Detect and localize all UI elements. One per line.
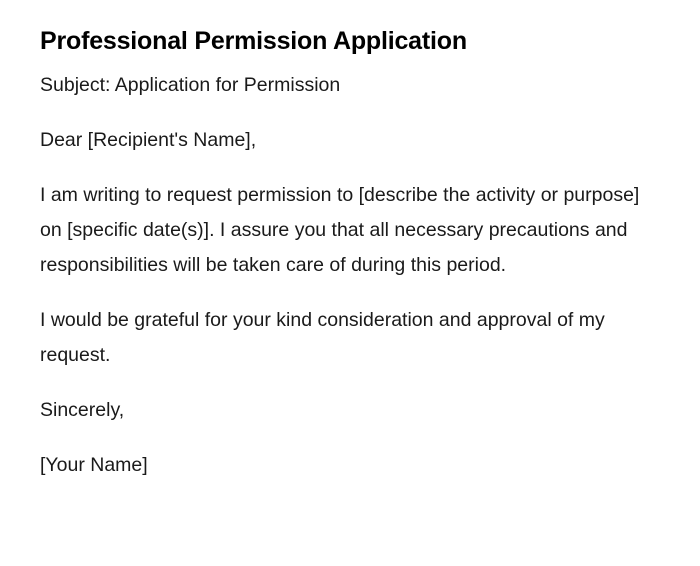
body-paragraph-2: I would be grateful for your kind consideration and approval of my request. bbox=[40, 309, 605, 366]
closing: Sincerely, bbox=[40, 399, 125, 421]
subject-line: Subject: Application for Permission bbox=[40, 74, 341, 96]
body-paragraph-1: I am writing to request permission to [describe the activity or purpose] on [specific date(s)]. I assure you that all necessary precautions and responsibilities will be taken care of during this period. bbox=[40, 184, 640, 276]
salutation: Dear [Recipient's Name], bbox=[40, 129, 257, 151]
letter-document bbox=[40, 24, 650, 503]
document-title: Professional Permission Application bbox=[40, 27, 467, 55]
signature-placeholder: [Your Name] bbox=[40, 454, 148, 476]
